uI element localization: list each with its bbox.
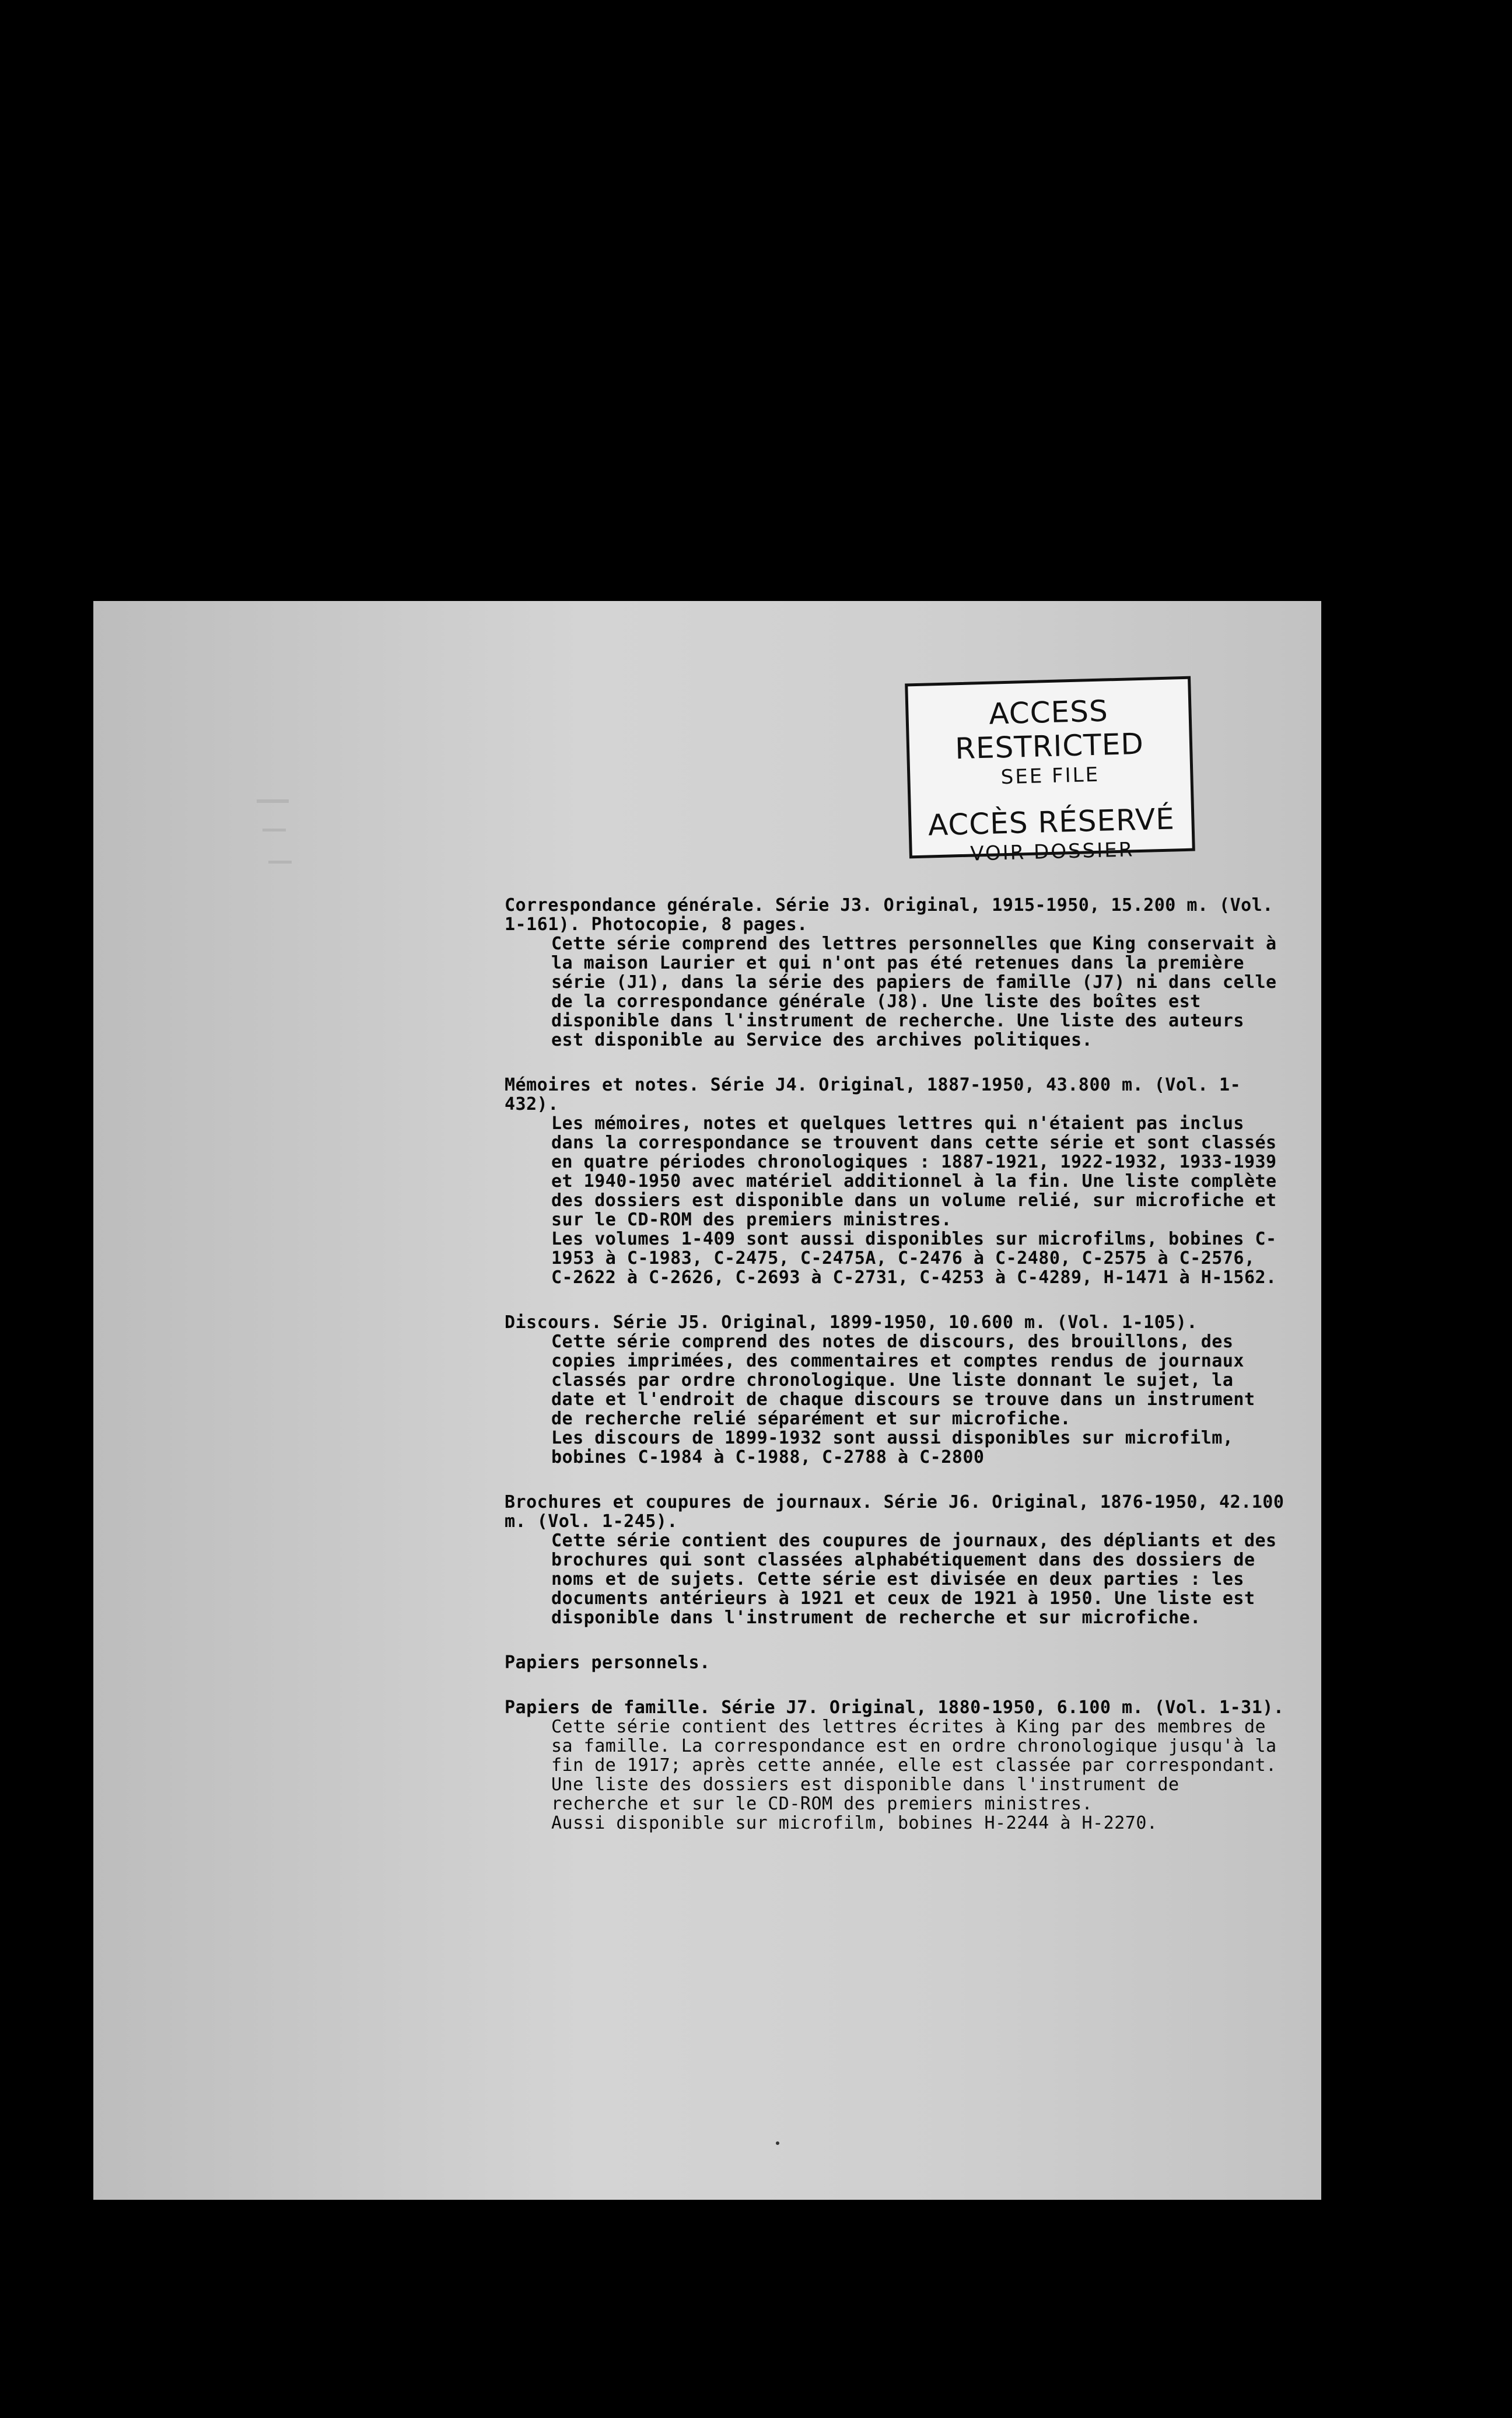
stamp-line-4: VOIR DOSSIER: [970, 838, 1135, 866]
stamp-line-3: ACCÈS RÉSERVÉ: [928, 802, 1175, 843]
entry-paragraph: Cette série comprend des lettres personnelles que King conservait à la maison Laurier et qui n'ont pas été retenues dans la première série (J1), dans la série des papiers de famille (J7) ni dans celle de la correspondance générale (J8). Une liste des boîtes est disponible dans l'instrument de recherche. Une liste des auteurs est disponible au Service des archives politiques.: [551, 934, 1277, 1050]
stamp-line-1: ACCESS RESTRICTED: [954, 694, 1144, 766]
entry-paragraph: Les volumes 1-409 sont aussi disponibles sur microfilms, bobines C-1953 à C-1983, C-2475, C-2475A, C-2476 à C-2480, C-2575 à C-2576, C-2622 à C-2626, C-2693 à C-2731, C-4253 à C-4289, H-1471 à H-1562.: [551, 1229, 1277, 1288]
entry-memoires-et-notes: [505, 1075, 1286, 1287]
entry-discours: [505, 1313, 1286, 1467]
section-heading: Papiers personnels.: [505, 1652, 710, 1673]
stamp-line-2: SEE FILE: [1000, 763, 1100, 789]
entry-paragraph: Cette série contient des coupures de journaux, des dépliants et des brochures qui sont classées alphabétiquement dans des dossiers de noms et de sujets. Cette série est divisée en deux parties : les documents antérieurs à 1921 et ceux de 1921 à 1950. Une liste est disponible dans l'instrument de recherche et sur microfiche.: [551, 1531, 1277, 1628]
entry-paragraph: Cette série contient des lettres écrites à King par des membres de sa famille. La correspondance est en ordre chronologique jusqu'à la fin de 1917; après cette année, elle est classée par correspondant. Une liste des dossiers est disponible dans l'instrument de recherche et sur le CD-ROM des premiers ministres.: [551, 1717, 1277, 1814]
entry-heading: Mémoires et notes. Série J4. Original, 1887-1950, 43.800 m. (Vol. 1-432).: [505, 1075, 1241, 1114]
entry-brochures-et-coupures: [505, 1493, 1286, 1627]
entry-heading: Papiers de famille. Série J7. Original, 1880-1950, 6.100 m. (Vol. 1-31).: [505, 1697, 1284, 1718]
entry-correspondance-generale: [505, 896, 1286, 1050]
document-body: [505, 896, 1286, 1858]
entry-heading: Correspondance générale. Série J3. Original, 1915-1950, 15.200 m. (Vol. 1-161). Photocopie, 8 pages.: [505, 895, 1273, 935]
entry-papiers-de-famille: [505, 1698, 1286, 1833]
scan-dot: [776, 2141, 779, 2145]
scan-mark: [268, 861, 292, 864]
entry-paragraph: Les mémoires, notes et quelques lettres qui n'étaient pas inclus dans la correspondance se trouvent dans cette série et sont classés en quatre périodes chronologiques : 1887-1921, 1922-1932, 1933-1939 et 1940-1950 avec matériel additionnel à la fin. Une liste complète des dossiers est disponible dans un volume relié, sur microfiche et sur le CD-ROM des premiers ministres.: [551, 1113, 1277, 1230]
entry-paragraph: Cette série comprend des notes de discours, des brouillons, des copies imprimées, des commentaires et comptes rendus de journaux classés par ordre chronologique. Une liste donnant le sujet, la date et l'endroit de chaque discours se trouve dans un instrument de recherche relié séparément et sur microfiche.: [551, 1332, 1255, 1429]
access-restricted-stamp: [905, 676, 1195, 866]
entry-heading: Brochures et coupures de journaux. Série J6. Original, 1876-1950, 42.100 m. (Vol. 1-245).: [505, 1492, 1284, 1532]
document-page: [93, 601, 1321, 2200]
scan-mark: [257, 799, 289, 803]
entry-paragraph: Aussi disponible sur microfilm, bobines H-2244 à H-2270.: [551, 1813, 1158, 1833]
scan-mark: [262, 829, 286, 831]
entry-paragraph: Les discours de 1899-1932 sont aussi disponibles sur microfilm, bobines C-1984 à C-1988, C-2788 à C-2800: [551, 1428, 1234, 1467]
entry-heading: Discours. Série J5. Original, 1899-1950, 10.600 m. (Vol. 1-105).: [505, 1312, 1198, 1333]
